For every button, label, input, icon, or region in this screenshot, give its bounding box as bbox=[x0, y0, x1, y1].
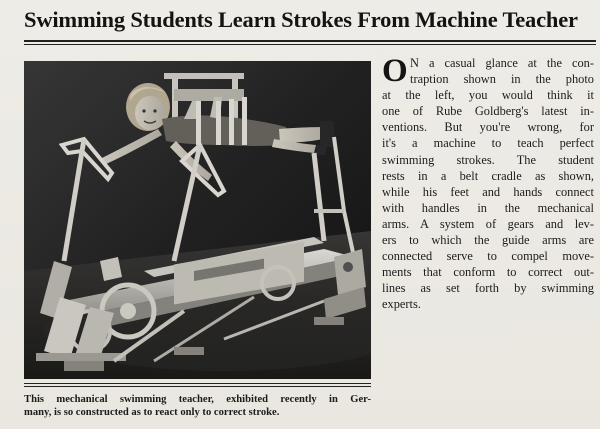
article-line: at the left, you would think it bbox=[382, 88, 594, 103]
article-line: arms. A system of gears and lev- bbox=[382, 216, 594, 231]
swimming-machine-photo bbox=[24, 61, 371, 379]
article-line: swimming strokes. The student bbox=[382, 152, 594, 167]
article-body bbox=[382, 55, 594, 313]
caption-line: many, is so constructed as to react only to correct stroke. bbox=[24, 407, 280, 419]
article-line: traption shown in the photo bbox=[410, 72, 594, 87]
headline-rule-bottom bbox=[24, 44, 596, 45]
article-line: ers to which the guide arms are bbox=[382, 233, 594, 248]
article-line: connected serve to compel move- bbox=[382, 249, 594, 264]
article-line: ventions. But you're wrong, for bbox=[382, 120, 594, 135]
article-line: it's a machine to teach perfect bbox=[382, 136, 594, 151]
caption-rule-second bbox=[24, 386, 371, 387]
article-line: ments that conform to correct out- bbox=[382, 265, 594, 280]
article-line: lines as set forth by swimming bbox=[382, 281, 594, 296]
article-line: N a casual glance at the con- bbox=[410, 56, 594, 70]
caption-line: This mechanical swimming teacher, exhibited recently in Ger- bbox=[24, 394, 371, 405]
drop-cap: O bbox=[382, 53, 408, 89]
article-line: rests in a belt cradle as shown, bbox=[382, 168, 594, 183]
article-line: one of Rube Goldberg's latest in- bbox=[382, 104, 594, 119]
photo-illustration bbox=[24, 61, 371, 379]
headline: Swimming Students Learn Strokes From Machine Teacher bbox=[24, 7, 578, 32]
headline-rule-top bbox=[24, 40, 596, 42]
article-line: while his feet and hands connect bbox=[382, 184, 594, 199]
article-line: with handles in the mechanical bbox=[382, 200, 594, 215]
photo-caption bbox=[24, 393, 371, 419]
article-line: experts. bbox=[382, 297, 421, 312]
caption-rule-top bbox=[24, 383, 371, 384]
